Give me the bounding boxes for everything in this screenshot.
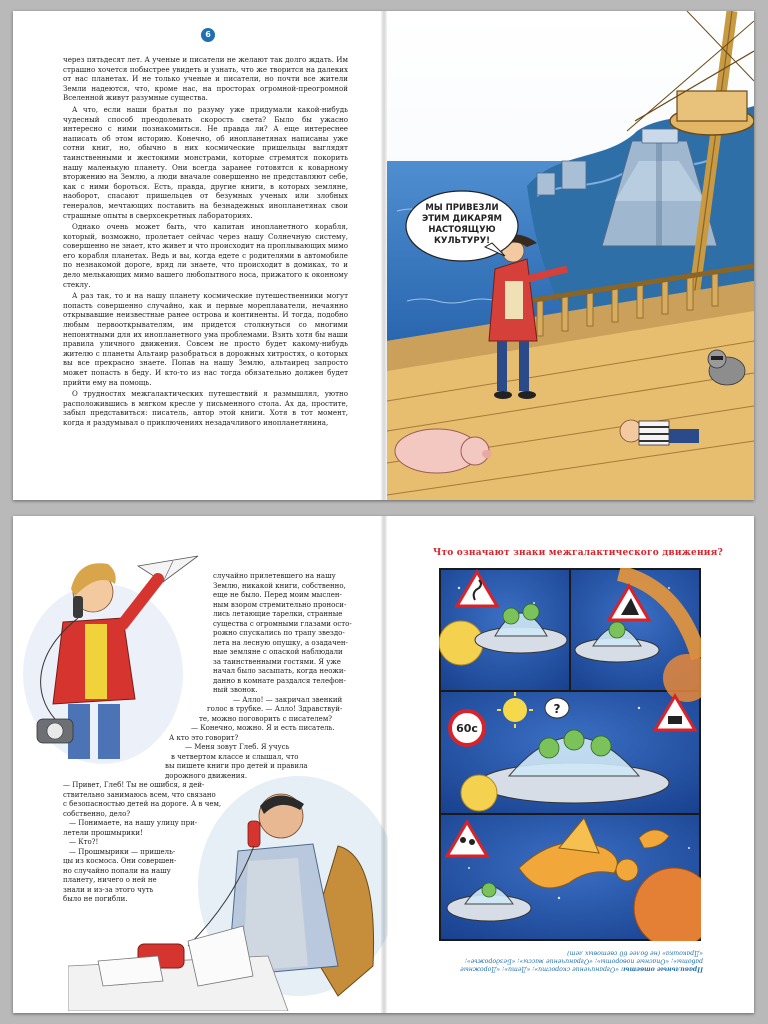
page-number: 6 <box>201 28 215 42</box>
dialogue-line: в четвертом классе и слышал, что <box>171 752 299 761</box>
speed-sign-label: 60с <box>456 722 478 735</box>
dialogue-line: ный звонок. <box>213 686 258 694</box>
dialogue-line: было не погибли. <box>63 895 128 903</box>
dialogue-line: — Кто?! <box>69 838 99 846</box>
dialogue-line: данно в комнате раздался телефон- <box>213 676 346 685</box>
dialogue-line: вы пишете книги про детей и правила <box>165 762 308 770</box>
dialogue-line: А кто это говорит? <box>169 733 239 742</box>
dialogue-line: Землю, никакой книги, собственно, <box>213 581 346 590</box>
dialogue-line: но случайно попали на нашу <box>63 866 171 875</box>
dialogue-line: еще не было. Перед моим мыслен- <box>213 591 342 599</box>
paragraph: А что, если наши братья по разуму уже придумали какой-нибудь чудесный способ преодолевать скорость света? Было бы ужасно интересно с ними познакомиться. Не правда ли? А еще интереснее написать об этом историю. Конечно, об инопланетянах написаны уже сотни книг, но, обычно в них космические пришельцы выглядят таинственными и жестокими монстрами, которые стремятся покорить нашу маленькую планету. Они всегда заранее готовятся к коварному вторжению на Землю, а люди вначале совершенно не представляют себе, как с ними бороться. Есть, правда, другие книги, в которых земляне, наоборот, спасают пришельцев от безумных ученых или злобных генералов, мечтающих поставить на безнадежных инопланетянах свои страшные опыты в сверхсекретных лабораториях. <box>63 104 348 220</box>
speech-line: ЭТИМ ДИКАРЯМ <box>421 214 503 224</box>
dialogue-line: — Алло! — закричал звенкий <box>233 695 343 704</box>
dialogue-line: с безопасностью детей на дороге. А в чем, <box>63 800 222 808</box>
pirate-ship-illustration <box>387 11 754 500</box>
dialogue-line: — Прошмырики — пришель- <box>69 847 176 856</box>
dialogue-line: планету, ничего о ней не <box>63 876 157 884</box>
dialogue-line: существа с огромными глазами осто- <box>213 619 352 628</box>
dialogue-line: собственно, дело? <box>63 809 131 818</box>
paragraph: О трудностях межгалактических путешествий я размышлял, уютно расположившись в мягком кресле у письменного стола. Ах да, простите, забыл представиться: писатель, автор этой книги. Хотя в тот момент, когда я раздумывал о приключениях незадачливого инопланетянина, <box>63 389 348 427</box>
space-signs-comic <box>439 568 701 941</box>
dialogue-line: начал было засыпать, когда неожи- <box>213 667 346 675</box>
question-mark: ? <box>553 702 561 716</box>
paragraph: Однако очень может быть, что капитан инопланетного корабля, который, возможно, пролетает сейчас через нашу Солнечную систему, совершенно не знает, кто живет и что происходит на проплывающих мимо его корабля планетах. Ведь и вы, когда едете с родителями в автомобиле по незнакомой дороге, вряд ли знаете, что происходит в домиках, то и дело мелькающих мимо вашего любопытного носа, прижатого к оконному стеклу. <box>63 222 348 289</box>
top-spread <box>13 11 754 500</box>
dialogue-line: случайно прилетевшего на нашу <box>213 572 336 580</box>
dialogue-line: знали и из-за этого чуть <box>63 885 154 894</box>
paragraph: через пятьдесят лет. А ученые и писатели не желают так долго ждать. Им страшно хочется побыстрее увидеть и узнать, что же творится на далеких от нас планетах. И не только ученые и писатели, но почти все жители Земли надеются, что, кроме нас, на просторах огромной-преогромной Вселенной живут разумные существа. <box>63 55 348 103</box>
dialogue-line: дорожного движения. <box>165 771 248 780</box>
speech-bubble <box>406 191 518 261</box>
dialogue-line: голос в трубке. — Алло! Здравствуй- <box>207 705 343 713</box>
dialogue-line: лись летающие тарелки, странные <box>213 610 343 618</box>
dialogue-line: цы из космоса. Они совершен- <box>63 857 177 865</box>
answers-label: Правильные ответы: <box>620 965 703 973</box>
dialogue-line: летели прошмырики! <box>63 828 143 837</box>
question-bubble <box>545 698 569 718</box>
dialogue-line: рожно спускались по трапу звездо- <box>213 629 345 637</box>
dialogue-line: ствительно занимаюсь всем, что связано <box>63 790 216 799</box>
answers-text: «Ограничение скорости»; «Дети»; «Дорожные работы»; «Опасные повороты»; «Ограничение массы»; «Бездорожье»; «Дракошка» (не более 60 световых лет) <box>460 949 703 973</box>
story-text <box>63 55 348 430</box>
dialogue-line: — Привет, Глеб! Ты не ошибся, я дей- <box>63 781 205 789</box>
dialogue-line: за таинственными гостями. Я уже <box>213 657 341 666</box>
dialogue-line: ным взором стремительно проноси- <box>213 600 347 609</box>
speech-line: МЫ ПРИВЕЗЛИ <box>425 203 499 213</box>
dialogue-line: — Понимаете, на нашу улицу при- <box>69 819 198 827</box>
quiz-answers <box>443 948 703 973</box>
writer-illustration <box>68 766 388 1011</box>
book-gutter <box>381 516 387 1013</box>
speech-line: НАСТОЯЩУЮ <box>428 225 496 235</box>
dialogue-line: лета на лесную опушку, а озадачен- <box>213 638 348 647</box>
speech-line: КУЛЬТУРУ! <box>433 236 491 246</box>
paragraph: А раз так, то и на нашу планету космические путешественники могут попасть совершенно случайно, как и первые мореплаватели, нечаянно открывавшие неизвестные ранее острова и континенты. И тогда, подобно любым первооткрывателям, им придется столкнуться со многими непонятными для их инопланетного ума проблемами. Взять хотя бы наши правила уличного движения. Совсем не просто будет какому-нибудь жителю с планеты Альтаир разобраться в дорожных хитростях, о которых вы все прекрасно знаете. Попав на нашу Землю, альтаирец запросто может попасть в беду. И кто-то из нас тогда обязательно должен будет прийти ему на помощь. <box>63 291 348 387</box>
signs-quiz-title: Что означают знаки межгалактического движения? <box>433 548 723 558</box>
dialogue-line: ные земляне с опаской наблюдали <box>213 648 343 656</box>
dialogue-line: те, можно поговорить с писателем? <box>199 714 333 723</box>
dialogue-line: — Конечно, можно. Я и есть писатель. <box>191 724 335 732</box>
bottom-spread <box>13 516 754 1013</box>
dialogue-line: — Меня зовут Глеб. Я учусь <box>185 743 290 751</box>
speed-limit-sign <box>450 711 484 745</box>
